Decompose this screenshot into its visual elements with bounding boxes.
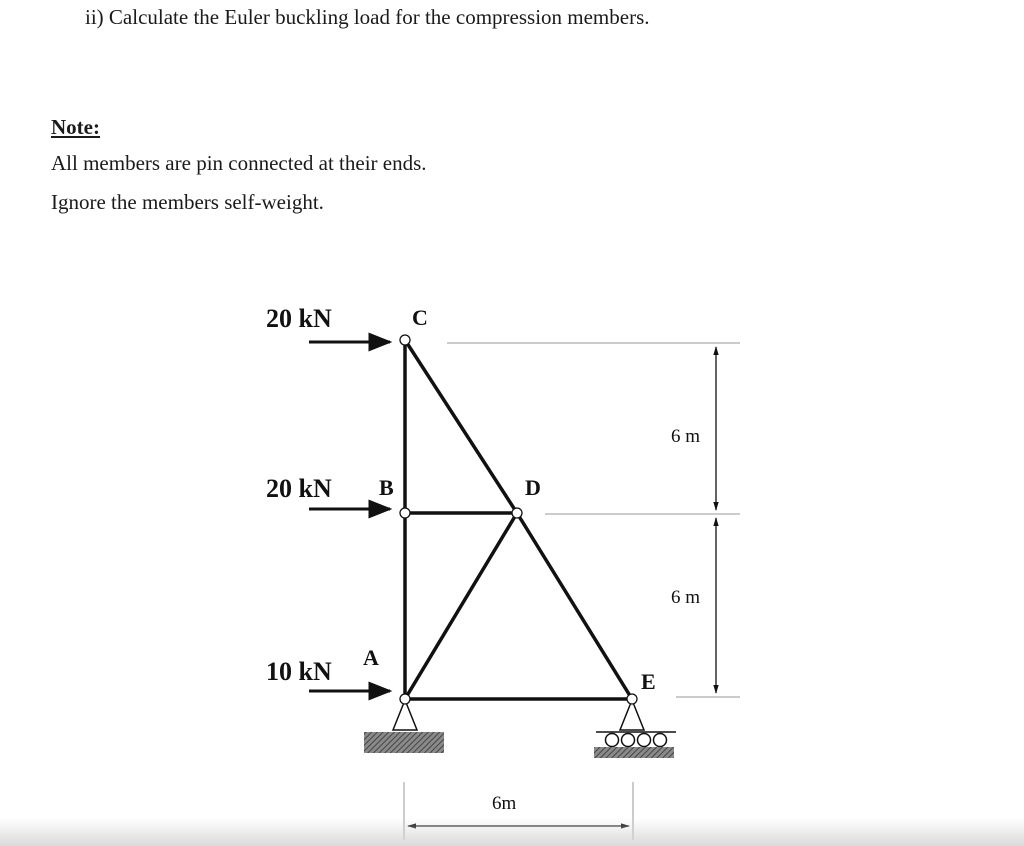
- load-label-c: 20 kN: [266, 304, 332, 333]
- node-e-pin: [627, 694, 637, 704]
- roller-wheel: [638, 734, 651, 747]
- roller-support-e: [594, 700, 676, 758]
- node-b-pin: [400, 508, 410, 518]
- truss-members: [405, 340, 632, 699]
- ground-hatch-a: [364, 732, 444, 753]
- node-c-pin: [400, 335, 410, 345]
- load-label-b: 20 kN: [266, 474, 332, 503]
- member-de: [517, 513, 632, 699]
- load-label-a: 10 kN: [266, 657, 332, 686]
- roller-wheel: [622, 734, 635, 747]
- node-d-pin: [512, 508, 522, 518]
- bottom-shade: [0, 818, 1024, 846]
- node-a-pin: [400, 694, 410, 704]
- load-arrows: [309, 342, 390, 691]
- question-text: ii) Calculate the Euler buckling load for the compression members.: [85, 5, 650, 29]
- note-line-pin-connected: All members are pin connected at their ends.: [51, 151, 427, 175]
- member-cd: [405, 340, 517, 513]
- dimension-label-horizontal: 6m: [492, 793, 517, 814]
- roller-wheel: [606, 734, 619, 747]
- node-label-e: E: [641, 669, 656, 694]
- ground-hatch-e: [594, 747, 674, 758]
- node-label-d: D: [525, 475, 541, 500]
- node-label-a: A: [363, 645, 379, 670]
- note-line-self-weight: Ignore the members self-weight.: [51, 190, 324, 214]
- node-label-b: B: [379, 475, 394, 500]
- note-heading: Note:: [51, 115, 100, 139]
- dimension-label-lower: 6 m: [671, 587, 701, 608]
- roller-wheel: [654, 734, 667, 747]
- member-ad: [405, 513, 517, 699]
- node-label-c: C: [412, 305, 428, 330]
- pin-support-a: [364, 700, 444, 753]
- dimension-label-upper: 6 m: [671, 426, 701, 447]
